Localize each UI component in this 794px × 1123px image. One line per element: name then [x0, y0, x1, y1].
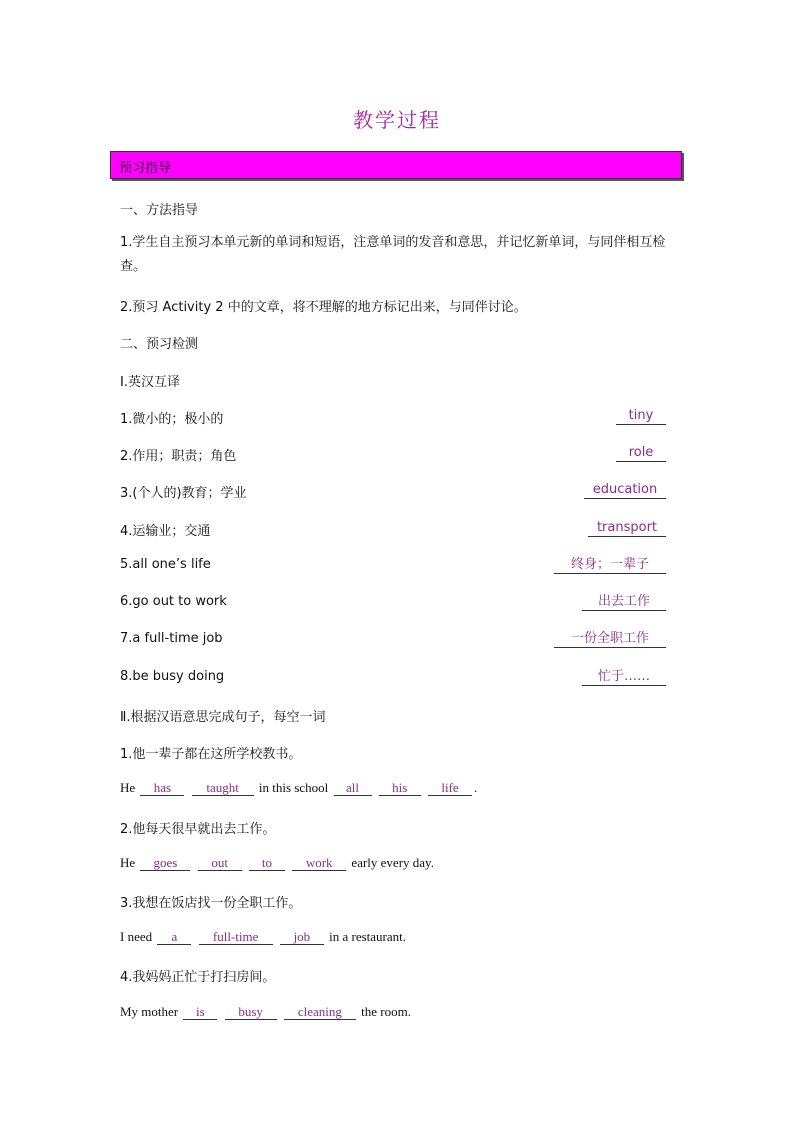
list-item [120, 631, 666, 649]
fill-blank: has [140, 780, 184, 796]
sentence-text: He [120, 780, 136, 795]
question-text: 7.a full-time job [120, 631, 223, 646]
sentence-text: I need [120, 929, 153, 944]
sentence-1-english [120, 780, 477, 796]
answer-text: transport [588, 520, 666, 537]
fill-blank: busy [225, 1004, 277, 1020]
fill-blank: full-time [199, 929, 273, 945]
fill-blank: cleaning [284, 1004, 356, 1020]
fill-blank: life [428, 780, 472, 796]
list-item [120, 594, 666, 612]
answer-text: 忙于…… [582, 669, 666, 686]
sentence-text: . [474, 780, 478, 795]
answer-text: 一份全职工作 [554, 631, 666, 648]
fill-blank: taught [192, 780, 254, 796]
sentence-2-english [120, 855, 434, 871]
fill-blank: work [292, 855, 346, 871]
answer-text: role [616, 445, 666, 462]
sentence-text: early every day. [351, 855, 434, 870]
page-title: 教学过程 [353, 108, 441, 132]
fill-blank: goes [140, 855, 190, 871]
method-item-2: 2.预习 Activity 2 中的文章，将不理解的地方标记出来，与同伴讨论。 [120, 300, 527, 315]
sentence-4-chinese: 4.我妈妈正忙于打扫房间。 [120, 970, 276, 985]
sentence-text: the room. [361, 1004, 411, 1019]
list-item [120, 445, 666, 463]
answer-text: tiny [616, 408, 666, 425]
check-heading: 二、预习检测 [120, 337, 199, 352]
section-header-bar [110, 151, 682, 179]
list-item [120, 482, 666, 500]
list-item [120, 669, 666, 687]
list-item [120, 408, 666, 426]
sentence-4-english [120, 1004, 411, 1020]
sentence-text: My mother [120, 1004, 179, 1019]
sentence-text: in a restaurant. [329, 929, 407, 944]
sentence-2-chinese: 2.他每天很早就出去工作。 [120, 822, 276, 837]
question-text: 4.运输业；交通 [120, 524, 211, 539]
question-text: 6.go out to work [120, 594, 227, 609]
method-heading: 一、方法指导 [120, 203, 199, 218]
sentence-1-chinese: 1.他一辈子都在这所学校教书。 [120, 747, 302, 762]
answer-text: 终身；一辈子 [554, 557, 666, 574]
list-item [120, 520, 666, 538]
sentence-text: in this school [258, 780, 329, 795]
question-text: 1.微小的；极小的 [120, 412, 224, 427]
fill-blank: out [198, 855, 242, 871]
part2-heading: Ⅱ.根据汉语意思完成句子，每空一词 [120, 710, 326, 725]
fill-blank: a [157, 929, 191, 945]
sentence-text: He [120, 855, 136, 870]
question-text: 8.be busy doing [120, 669, 225, 684]
list-item [120, 557, 666, 575]
fill-blank: to [249, 855, 285, 871]
question-text: 5.all one’s life [120, 557, 211, 572]
method-item-1: 1.学生自主预习本单元新的单词和短语，注意单词的发音和意思，并记忆新单词，与同伴相互检查。 [120, 235, 666, 274]
sentence-3-english [120, 929, 406, 945]
fill-blank: his [379, 780, 421, 796]
fill-blank: job [280, 929, 324, 945]
fill-blank: all [334, 780, 372, 796]
answer-text: 出去工作 [582, 594, 666, 611]
part1-heading: Ⅰ.英汉互译 [120, 375, 180, 390]
section-header-label: 预习指导 [119, 161, 172, 176]
sentence-3-chinese: 3.我想在饭店找一份全职工作。 [120, 896, 302, 911]
answer-text: education [584, 482, 666, 499]
question-text: 3.(个人的)教育；学业 [120, 486, 247, 501]
question-text: 2.作用；职责；角色 [120, 449, 237, 464]
fill-blank: is [183, 1004, 217, 1020]
